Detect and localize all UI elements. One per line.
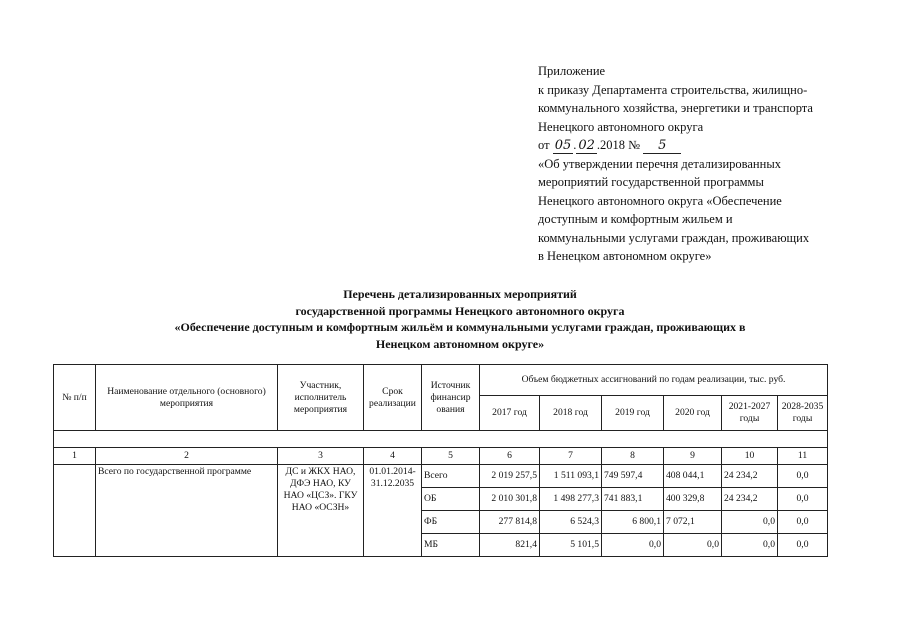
header-source: Источник финансир ования xyxy=(422,365,480,431)
handwritten-month: 02 xyxy=(578,138,595,153)
header-year: 2028-2035 годы xyxy=(778,396,828,431)
column-number: 6 xyxy=(480,448,540,465)
row-number-cell xyxy=(54,465,96,557)
appendix-line: коммунального хозяйства, энергетики и транспорта xyxy=(538,101,813,115)
title-line: Перечень детализированных мероприятий xyxy=(343,287,577,301)
handwritten-day: 05 xyxy=(554,138,572,153)
header-name: Наименование отдельного (основного) мероприятия xyxy=(96,365,278,431)
table-row xyxy=(54,465,828,488)
appendix-line: «Об утверждении перечня детализированных xyxy=(538,156,781,171)
appendix-line: в Ненецком автономном округе» xyxy=(538,249,712,263)
value-cell: 24 234,2 xyxy=(722,488,778,511)
document-title xyxy=(90,286,830,352)
column-number: 11 xyxy=(778,448,828,465)
header-participant: Участник, исполнитель мероприятия xyxy=(278,365,364,431)
value-cell: 0,0 xyxy=(778,465,828,488)
title-line: Ненецком автономном округе» xyxy=(375,336,545,351)
value-cell: 0,0 xyxy=(664,534,722,557)
value-cell: 0,0 xyxy=(778,488,828,511)
column-number: 3 xyxy=(278,448,364,465)
appendix-line: Ненецкого автономного округа «Обеспечение xyxy=(538,193,782,208)
value-cell: 1 511 093,1 xyxy=(540,465,602,488)
value-cell: 277 814,8 xyxy=(480,511,540,534)
value-cell: 24 234,2 xyxy=(722,465,778,488)
appendix-line: доступным и комфортным жильем и xyxy=(538,212,733,226)
order-date-line: от 05 . 02 .2018 № 5 xyxy=(538,136,878,155)
appendix-line: Ненецкого автономного округа xyxy=(538,119,704,134)
column-number: 5 xyxy=(422,448,480,465)
value-cell: 5 101,5 xyxy=(540,534,602,557)
header-num: № п/п xyxy=(54,365,96,431)
value-cell: 0,0 xyxy=(602,534,664,557)
header-term: Срок реализации xyxy=(364,365,422,431)
source-cell: Всего xyxy=(422,465,480,488)
source-cell: ОБ xyxy=(422,488,480,511)
column-number-row xyxy=(54,448,828,465)
header-year: 2020 год xyxy=(664,396,722,431)
value-cell: 400 329,8 xyxy=(664,488,722,511)
title-line: государственной программы Ненецкого автономного округа xyxy=(295,303,625,318)
column-number: 8 xyxy=(602,448,664,465)
value-cell: 6 800,1 xyxy=(602,511,664,534)
date-prefix: от xyxy=(538,138,550,152)
value-cell: 6 524,3 xyxy=(540,511,602,534)
appendix-line: коммунальными услугами граждан, проживающих xyxy=(538,230,810,245)
value-cell: 821,4 xyxy=(480,534,540,557)
value-cell: 2 019 257,5 xyxy=(480,465,540,488)
appendix-line: мероприятий государственной программы xyxy=(538,175,764,189)
value-cell: 749 597,4 xyxy=(602,465,664,488)
source-cell: ФБ xyxy=(422,511,480,534)
column-number: 10 xyxy=(722,448,778,465)
header-year: 2018 год xyxy=(540,396,602,431)
value-cell: 0,0 xyxy=(722,534,778,557)
appendix-line: к приказу Департамента строительства, жилищно- xyxy=(538,82,808,97)
participants-cell: ДС и ЖКХ НАО, ДФЭ НАО, КУ НАО «ЦСЗ». ГКУ НАО «ОСЗН» xyxy=(278,465,364,557)
date-year: .2018 № xyxy=(596,138,641,152)
value-cell: 0,0 xyxy=(778,534,828,557)
header-year: 2021-2027 годы xyxy=(722,396,778,431)
column-number: 7 xyxy=(540,448,602,465)
value-cell: 7 072,1 xyxy=(664,511,722,534)
value-cell: 0,0 xyxy=(778,511,828,534)
header-volume: Объем бюджетных ассигнований по годам реализации, тыс. руб. xyxy=(480,365,828,396)
budget-table xyxy=(53,364,828,557)
appendix-line: Приложение xyxy=(538,64,606,78)
column-number: 1 xyxy=(54,448,96,465)
header-year: 2019 год xyxy=(602,396,664,431)
column-number: 2 xyxy=(96,448,278,465)
source-cell: МБ xyxy=(422,534,480,557)
value-cell: 408 044,1 xyxy=(664,465,722,488)
header-row xyxy=(54,365,828,396)
value-cell: 741 883,1 xyxy=(602,488,664,511)
column-number: 4 xyxy=(364,448,422,465)
program-name-cell: Всего по государственной программе xyxy=(96,465,278,557)
column-number: 9 xyxy=(664,448,722,465)
handwritten-order-number: 5 xyxy=(643,139,681,154)
appendix-block xyxy=(538,62,878,266)
value-cell: 1 498 277,3 xyxy=(540,488,602,511)
title-line: «Обеспечение доступным и комфортным жильём и коммунальными услугами граждан, проживающих в xyxy=(174,320,746,334)
table-spacer xyxy=(54,431,828,448)
header-year: 2017 год xyxy=(480,396,540,431)
value-cell: 0,0 xyxy=(722,511,778,534)
term-cell: 01.01.2014-31.12.2035 xyxy=(364,465,422,557)
value-cell: 2 010 301,8 xyxy=(480,488,540,511)
